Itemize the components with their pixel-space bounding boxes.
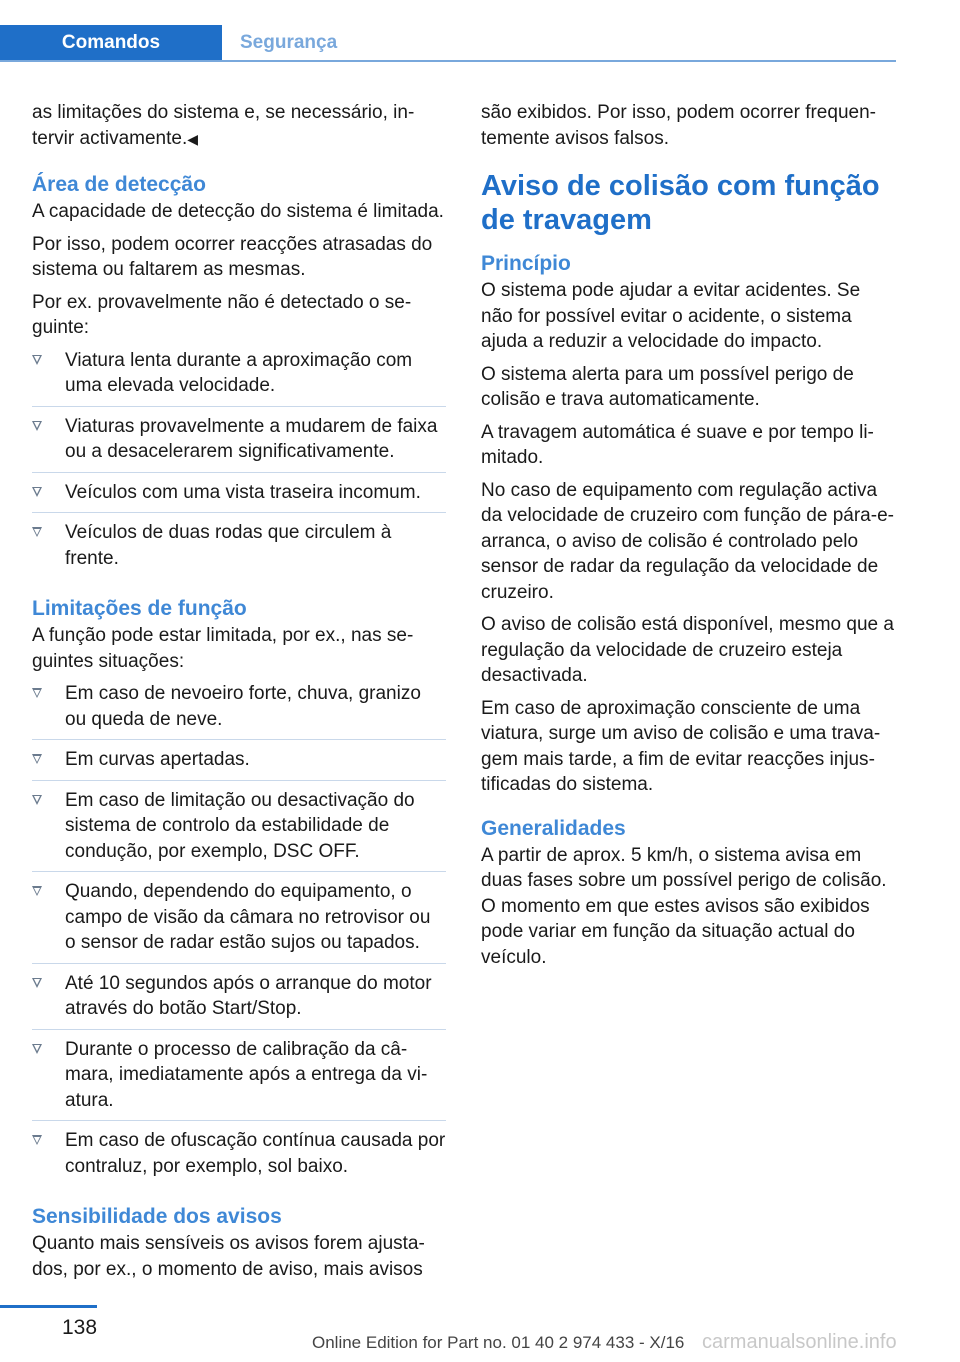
paragraph: O aviso de colisão está disponível, mesmo que a regulação da velocidade de cruzeiro esteja desactivada. bbox=[481, 614, 894, 686]
header-tabs bbox=[0, 25, 337, 61]
list-item bbox=[32, 747, 446, 781]
list-item-text: Viaturas provavelmente a mudarem de faixa ou a desacelerarem significativamente. bbox=[65, 415, 438, 462]
list-item bbox=[32, 879, 446, 964]
triangle-bullet-icon bbox=[32, 754, 42, 764]
triangle-bullet-icon bbox=[32, 421, 42, 431]
heading-sensibilidade: Sensibilidade dos avisos bbox=[32, 1205, 282, 1228]
triangle-bullet-icon bbox=[32, 886, 42, 896]
paragraph: A capacidade de detecção do sistema é limitada. bbox=[32, 201, 444, 222]
paragraph: Quanto mais sensíveis os avisos forem ajustados, por ex., o momento de aviso, mais avisos bbox=[32, 1233, 425, 1280]
page-number: 138 bbox=[62, 1316, 98, 1339]
header-divider bbox=[0, 60, 896, 62]
paragraph: O sistema alerta para um possível perigo de colisão e trava automaticamente. bbox=[481, 363, 854, 410]
list-item-text: Em curvas apertadas. bbox=[65, 749, 250, 770]
list-item bbox=[32, 414, 446, 473]
paragraph: A partir de aprox. 5 km/h, o sistema avisa em duas fases sobre um possível perigo de colisão. O momento em que estes avisos são exibidos pode variar em função da situação actual do veículo. bbox=[481, 844, 887, 968]
end-mark-icon: ◀ bbox=[187, 130, 199, 147]
footer-divider bbox=[0, 1305, 97, 1308]
list-item bbox=[32, 681, 446, 740]
list-item-text: Em caso de nevoeiro forte, chuva, granizo ou queda de neve. bbox=[65, 683, 421, 730]
list-item bbox=[32, 1037, 446, 1122]
heading-principio: Princípio bbox=[481, 252, 571, 275]
list-item-text: Em caso de limitação ou desactivação do sistema de controlo da estabilidade de condução, por exemplo, DSC OFF. bbox=[65, 789, 415, 862]
triangle-bullet-icon bbox=[32, 527, 42, 537]
heading-generalidades: Generalidades bbox=[481, 816, 626, 840]
tab-comandos[interactable]: Comandos bbox=[0, 25, 222, 61]
list-item-text: Veículos de duas rodas que circulem à frente. bbox=[65, 522, 392, 569]
list-item bbox=[32, 480, 446, 514]
list-item-text: Até 10 segundos após o arranque do motor através do botão Start/Stop. bbox=[65, 972, 432, 1019]
triangle-bullet-icon bbox=[32, 978, 42, 988]
list-item-text: Em caso de ofuscação contínua causada por contraluz, por exemplo, sol baixo. bbox=[65, 1130, 446, 1177]
paragraph: Por isso, podem ocorrer reacções atrasadas do sistema ou faltarem as mesmas. bbox=[32, 233, 433, 280]
section-title: Aviso de colisão com função de travagem bbox=[481, 170, 880, 236]
edition-note: Online Edition for Part no. 01 40 2 974 433 - X/16 bbox=[312, 1333, 685, 1352]
triangle-bullet-icon bbox=[32, 487, 42, 497]
bullet-list-limits bbox=[32, 681, 446, 1186]
intro-paragraph bbox=[32, 100, 446, 152]
triangle-bullet-icon bbox=[32, 1135, 42, 1145]
heading-area-deteccao: Área de detecção bbox=[32, 173, 206, 196]
list-item-text: Viatura lenta durante a aproximação com uma elevada velocidade. bbox=[65, 349, 413, 396]
paragraph: A travagem automática é suave e por tempo limitado. bbox=[481, 421, 874, 468]
list-item-text: Durante o processo de calibração da câmara, imediatamente após a entrega da viatura. bbox=[65, 1038, 428, 1111]
triangle-bullet-icon bbox=[32, 795, 42, 805]
paragraph: são exibidos. Por isso, podem ocorrer frequentemente avisos falsos. bbox=[481, 102, 876, 149]
list-item bbox=[32, 1128, 446, 1186]
paragraph: Por ex. provavelmente não é detectado o seguinte: bbox=[32, 291, 412, 338]
list-item bbox=[32, 971, 446, 1030]
paragraph: Em caso de aproximação consciente de uma viatura, surge um aviso de colisão e uma travagem mais tarde, a fim de evitar reacções injustificadas do sistema. bbox=[481, 697, 881, 795]
bullet-list-area bbox=[32, 348, 446, 579]
paragraph: No caso de equipamento com regulação activa da velocidade de cruzeiro com função de pára-e-arranca, o aviso de colisão é controlado pelo sensor de radar da regulação da velocidade de cruzeiro. bbox=[481, 479, 894, 603]
paragraph: O sistema pode ajudar a evitar acidentes. Se não for possível evitar o acidente, o sistema ajuda a reduzir a velocidade do impacto. bbox=[481, 280, 861, 352]
triangle-bullet-icon bbox=[32, 355, 42, 365]
triangle-bullet-icon bbox=[32, 1044, 42, 1054]
list-item bbox=[32, 520, 446, 578]
heading-limitacoes: Limitações de função bbox=[32, 597, 247, 620]
triangle-bullet-icon bbox=[32, 688, 42, 698]
tab-seguranca[interactable]: Segurança bbox=[240, 32, 338, 53]
watermark: carmanualsonline.info bbox=[702, 1331, 897, 1353]
list-item bbox=[32, 348, 446, 407]
paragraph: A função pode estar limitada, por ex., nas seguintes situações: bbox=[32, 625, 414, 672]
list-item bbox=[32, 788, 446, 873]
list-item-text: Quando, dependendo do equipamento, o campo de visão da câmara no retrovisor ou o sensor de radar estão sujos ou tapados. bbox=[65, 881, 431, 953]
list-item-text: Veículos com uma vista traseira incomum. bbox=[65, 481, 421, 503]
left-column bbox=[32, 100, 446, 1289]
right-column bbox=[481, 100, 895, 977]
intro-text: as limitações do sistema e, se necessário, intervir activamente. bbox=[32, 102, 415, 149]
